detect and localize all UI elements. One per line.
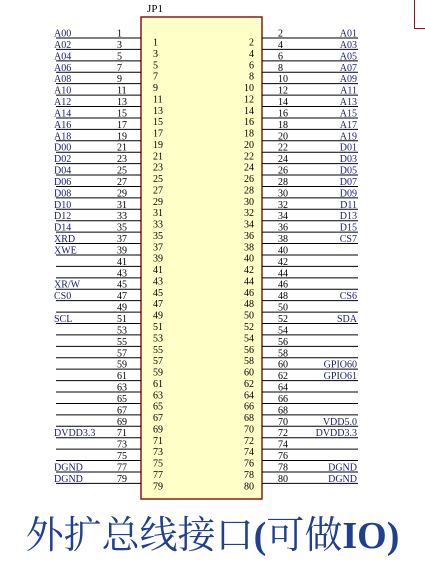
connector-designator: JP1 [147,3,163,15]
right-net-label: A09 [339,74,357,86]
caption-cn: 外扩总线接口 [25,513,254,557]
right-pin-number: 6 [278,51,283,63]
left-inner-number: 65 [153,401,163,413]
right-pin-number: 58 [278,348,288,360]
left-inner-number: 51 [153,322,163,333]
right-pin-number: 40 [278,245,288,257]
left-pin-number: 1 [117,28,122,40]
right-pin-number: 28 [278,176,288,188]
left-inner-number: 35 [153,230,163,242]
right-net-label: A07 [339,62,357,74]
left-pin-number: 9 [117,74,122,86]
left-inner-number: 45 [153,287,163,299]
right-pin-number: 20 [278,131,288,143]
left-net-label: A04 [54,51,72,63]
left-pin-number: 37 [117,234,127,246]
left-inner-number: 27 [153,185,163,197]
right-inner-number: 76 [244,458,254,470]
left-inner-number: 63 [153,390,163,402]
left-pin-number: 65 [117,393,127,405]
left-pin-number: 61 [117,371,127,383]
caption-paren-close: ) [386,515,400,557]
left-inner-number: 75 [153,458,163,470]
left-inner-number: 53 [153,333,163,345]
right-inner-number: 72 [244,435,254,447]
right-pin-number: 76 [278,451,288,463]
left-inner-number: 49 [153,310,163,322]
right-pin-number: 66 [278,393,288,405]
left-pin-number: 21 [117,142,127,154]
caption-paren-open: ( [253,515,267,557]
right-inner-number: 44 [244,276,254,288]
left-net-label: A12 [54,97,72,109]
right-inner-number: 40 [244,253,254,265]
left-inner-number: 3 [153,48,158,60]
right-inner-number: 64 [244,390,254,402]
right-pin-number: 34 [278,211,288,223]
right-inner-number: 66 [244,401,254,413]
left-pin-number: 49 [117,302,127,314]
right-pin-number: 56 [278,336,288,348]
right-net-label: DVDD3.3 [315,428,357,440]
left-pin-number: 53 [117,325,127,337]
right-inner-number: 60 [244,367,254,379]
left-inner-number: 19 [153,139,163,151]
right-inner-number: 80 [244,481,254,493]
left-pin-number: 59 [117,359,127,371]
right-inner-number: 78 [244,469,254,481]
left-net-label: D02 [54,154,72,166]
left-pin-number: 15 [117,108,127,120]
right-pin-number: 64 [278,382,288,394]
left-pin-number: 55 [117,336,127,348]
left-pin-number: 33 [117,211,127,223]
right-inner-number: 6 [249,60,254,72]
right-pin-number: 62 [278,371,288,383]
left-inner-number: 13 [153,105,163,117]
left-pin-number: 41 [117,256,127,268]
corner-mark [414,0,425,29]
right-pin-number: 72 [278,428,288,440]
right-inner-number: 12 [244,94,254,106]
right-net-label: D13 [339,211,357,223]
left-inner-number: 17 [153,128,163,140]
right-pin-number: 2 [278,28,283,40]
left-inner-number: 5 [153,60,158,72]
right-inner-number: 62 [244,378,254,390]
right-pin-number: 54 [278,325,288,337]
left-net-label: XRD [54,234,76,246]
right-pin-number: 70 [278,416,288,428]
right-net-label: D15 [339,222,357,234]
left-net-label: XR/W [54,279,81,291]
right-pin-number: 18 [278,119,288,131]
left-net-label: D12 [54,211,72,223]
page-caption [0,509,425,562]
left-inner-number: 59 [153,367,163,379]
right-pin-number: 30 [278,188,288,200]
left-inner-number: 23 [153,162,163,174]
left-net-label: A10 [54,85,72,97]
right-inner-number: 74 [244,447,254,459]
left-net-label: D14 [54,222,72,234]
left-inner-number: 31 [153,208,163,220]
right-net-label: GPIO61 [323,371,357,383]
left-net-label: D06 [54,176,72,188]
left-pin-number: 25 [117,165,127,177]
left-net-label: DGND [54,473,83,485]
left-pin-number: 27 [117,176,127,188]
left-pin-number: 23 [117,154,127,166]
left-inner-number: 55 [153,344,163,356]
left-net-label: DVDD3.3 [54,428,96,440]
left-pin-number: 43 [117,268,127,280]
right-net-label: A17 [339,119,357,131]
left-net-label: D10 [54,199,72,211]
left-inner-number: 21 [153,151,163,163]
right-inner-number: 16 [244,117,254,129]
left-inner-number: 1 [153,37,158,49]
left-inner-number: 9 [153,83,158,95]
left-inner-number: 71 [153,435,163,447]
right-pin-number: 38 [278,234,288,246]
right-inner-number: 46 [244,287,254,299]
left-inner-number: 57 [153,356,163,368]
left-pin-number: 11 [117,85,127,97]
left-pin-number: 29 [117,188,127,200]
right-net-label: CS7 [339,234,357,246]
right-net-label: VDD5.0 [322,416,357,428]
right-net-label: A01 [339,28,357,40]
left-net-label: A14 [54,108,72,120]
right-inner-number: 24 [244,162,254,174]
right-pin-number: 4 [278,39,283,51]
right-pin-number: 80 [278,473,288,485]
right-pin-number: 52 [278,314,288,325]
right-pin-number: 8 [278,62,283,74]
right-inner-number: 36 [244,230,254,242]
right-pin-number: 44 [278,268,288,280]
left-pin-number: 19 [117,131,127,143]
left-net-label: A16 [54,119,72,131]
right-pin-number: 22 [278,142,288,154]
right-inner-number: 48 [244,299,254,311]
right-net-label: D09 [339,188,357,200]
right-inner-number: 22 [244,151,254,163]
left-inner-number: 39 [153,253,163,265]
right-pin-number: 14 [278,97,288,109]
left-net-label: A02 [54,39,72,51]
left-pin-number: 79 [117,473,127,485]
right-net-label: A05 [339,51,357,63]
left-inner-number: 79 [153,481,163,493]
right-pin-number: 50 [278,302,288,314]
right-inner-number: 52 [244,322,254,333]
right-net-label: D05 [339,165,357,177]
left-pin-number: 57 [117,348,127,360]
left-net-label: A08 [54,74,72,86]
left-pin-number: 45 [117,279,127,291]
right-net-label: SDA [336,314,357,325]
left-pin-number: 73 [117,439,127,451]
left-net-label: CS0 [54,291,72,303]
left-pin-number: 67 [117,405,127,417]
right-pin-number: 46 [278,279,288,291]
right-pin-number: 60 [278,359,288,371]
left-inner-number: 43 [153,276,163,288]
right-pin-number: 12 [278,85,288,97]
left-inner-number: 25 [153,174,163,186]
left-pin-number: 3 [117,39,122,51]
left-inner-number: 41 [153,265,163,277]
left-net-label: SCL [54,314,73,325]
right-pin-number: 32 [278,199,288,211]
left-pin-number: 63 [117,382,127,394]
right-pin-number: 36 [278,222,288,234]
caption-io: IO [342,515,387,557]
right-inner-number: 50 [244,310,254,322]
right-inner-number: 26 [244,174,254,186]
left-pin-number: 7 [117,62,122,74]
left-net-label: D04 [54,165,72,177]
left-inner-number: 67 [153,413,163,425]
caption-cn2: 可做 [266,513,343,557]
left-net-label: XWE [54,245,77,257]
right-inner-number: 70 [244,424,254,436]
left-inner-number: 11 [153,94,163,106]
left-pin-number: 31 [117,199,127,211]
right-inner-number: 38 [244,242,254,254]
left-inner-number: 77 [153,469,163,481]
left-pin-number: 5 [117,51,122,63]
left-inner-number: 33 [153,219,163,231]
right-inner-number: 42 [244,265,254,277]
right-net-label: A03 [339,39,357,51]
left-pin-number: 17 [117,119,127,131]
right-inner-number: 68 [244,413,254,425]
right-inner-number: 56 [244,344,254,356]
right-net-label: A19 [339,131,357,143]
right-pin-number: 26 [278,165,288,177]
right-inner-number: 30 [244,196,254,208]
right-net-label: A11 [340,85,357,97]
left-pin-number: 39 [117,245,127,257]
right-inner-number: 20 [244,139,254,151]
left-inner-number: 15 [153,117,163,129]
left-inner-number: 37 [153,242,163,254]
left-inner-number: 29 [153,196,163,208]
left-pin-number: 35 [117,222,127,234]
right-pin-number: 78 [278,462,288,474]
right-net-label: D11 [340,199,357,211]
right-pin-number: 68 [278,405,288,417]
left-net-label: A00 [54,28,72,40]
left-pin-number: 47 [117,291,127,303]
right-net-label: DGND [328,473,357,485]
right-inner-number: 4 [249,48,254,60]
right-pin-number: 24 [278,154,288,166]
left-inner-number: 69 [153,424,163,436]
right-net-label: D03 [339,154,357,166]
right-inner-number: 10 [244,83,254,95]
left-pin-number: 51 [117,314,127,325]
right-net-label: D01 [339,142,357,154]
left-pin-number: 77 [117,462,127,474]
right-inner-number: 14 [244,105,254,117]
left-pin-number: 69 [117,416,127,428]
right-net-label: A13 [339,97,357,109]
right-pin-number: 10 [278,74,288,86]
left-net-label: D08 [54,188,72,200]
right-net-label: DGND [328,462,357,474]
left-net-label: DGND [54,462,83,474]
right-pin-number: 48 [278,291,288,303]
right-inner-number: 58 [244,356,254,368]
left-net-label: D00 [54,142,72,154]
left-inner-number: 73 [153,447,163,459]
right-inner-number: 54 [244,333,254,345]
right-inner-number: 2 [249,37,254,49]
right-inner-number: 32 [244,208,254,220]
left-pin-number: 75 [117,451,127,463]
right-pin-number: 16 [278,108,288,120]
right-pin-number: 42 [278,256,288,268]
left-net-label: A06 [54,62,72,74]
right-pin-number: 74 [278,439,288,451]
left-inner-number: 61 [153,378,163,390]
right-net-label: A15 [339,108,357,120]
left-inner-number: 7 [153,71,158,83]
right-inner-number: 18 [244,128,254,140]
left-pin-number: 13 [117,97,127,109]
left-inner-number: 47 [153,299,163,311]
right-net-label: CS6 [339,291,357,303]
right-net-label: D07 [339,176,357,188]
right-inner-number: 34 [244,219,254,231]
right-inner-number: 8 [249,71,254,83]
left-net-label: A18 [54,131,72,143]
left-pin-number: 71 [117,428,127,440]
right-inner-number: 28 [244,185,254,197]
right-net-label: GPIO60 [323,359,357,371]
